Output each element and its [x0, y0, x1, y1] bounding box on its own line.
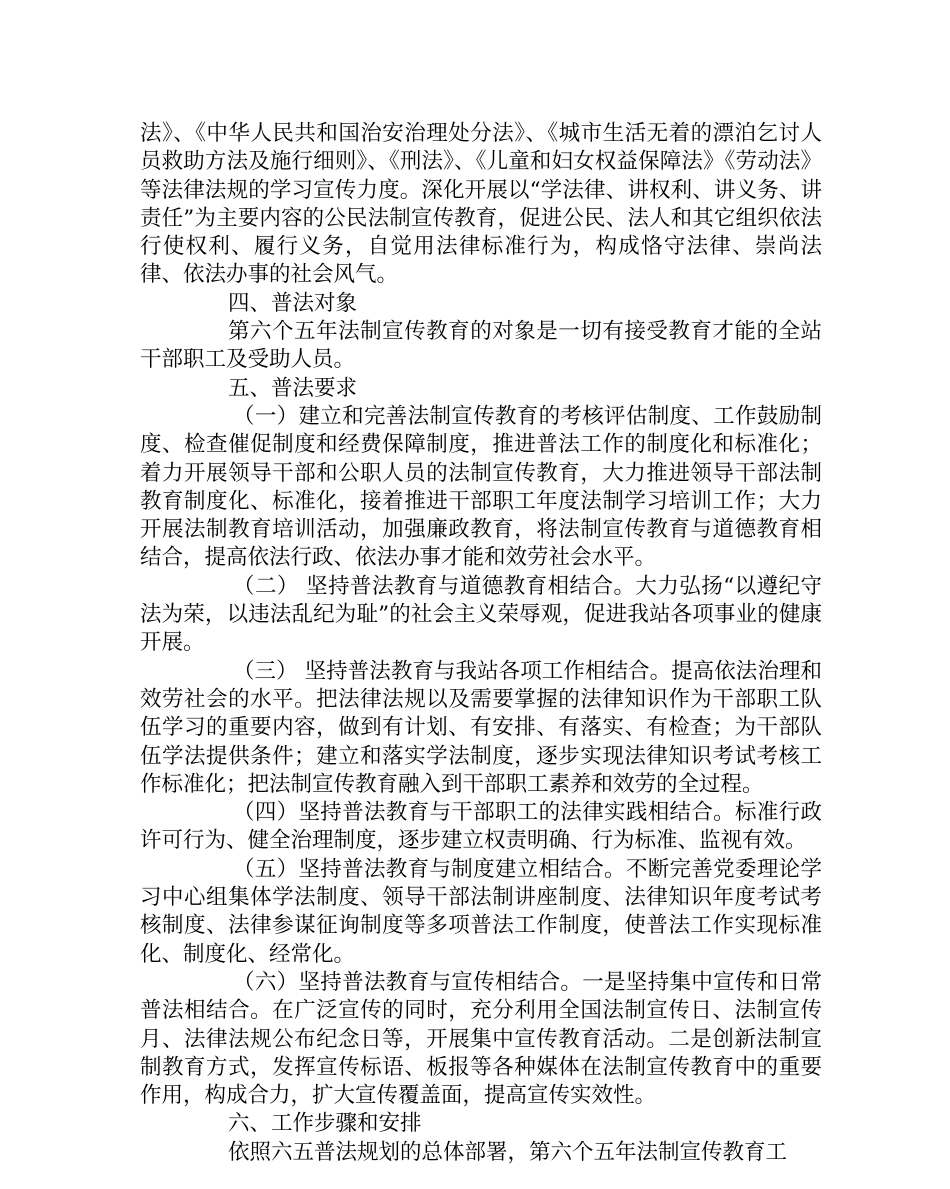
list-item-3: （三） 坚持普法教育与我站各项工作相结合。提高依法治理和效劳社会的水平。把法律法规以及需要掌握的法律知识作为干部职工队伍学习的重要内容，做到有计划、有安排、有落实、有检查；为干部队伍学法提供条件；建立和落实学法制度，逐步实现法律知识考试考核工作标准化；把法制宣传教育融入到干部职工素养和效劳的全过程。: [140, 658, 822, 797]
list-item-4: （四）坚持普法教育与干部职工的法律实践相结合。标准行政许可行为、健全治理制度，逐步建立权责明确、行为标准、监视有效。: [140, 800, 822, 854]
section-heading-4: 四、普法对象: [228, 290, 358, 316]
document-page: [140, 120, 822, 1167]
body-paragraph: 第六个五年法制宣传教育的对象是一切有接受教育才能的全站干部职工及受助人员。: [140, 319, 822, 373]
section-heading-6: 六、工作步骤和安排: [228, 1111, 422, 1137]
list-item-1: （一）建立和完善法制宣传教育的考核评估制度、工作鼓励制度、检查催促制度和经费保障制度，推进普法工作的制度化和标准化；着力开展领导干部和公职人员的法制宣传教育，大力推进领导干部法制教育制度化、标准化，接着推进干部职工年度法制学习培训工作；大力开展法制教育培训活动，加强廉政教育，将法制宣传教育与道德教育相结合，提高依法行政、依法办事才能和效劳社会水平。: [140, 403, 822, 571]
body-paragraph-continued: 法》、《中华人民共和国治安治理处分法》、《城市生活无着的漂泊乞讨人员救助方法及施行细则》、《刑法》、《儿童和妇女权益保障法》《劳动法》等法律法规的学习宣传力度。深化开展以“学法律、讲权利、讲义务、讲责任”为主要内容的公民法制宣传教育，促进公民、法人和其它组织依法行使权利、履行义务，自觉用法律标准行为，构成恪守法律、崇尚法律、依法办事的社会风气。: [140, 121, 822, 288]
body-paragraph-trailing: 依照六五普法规划的总体部署，第六个五年法制宣传教育工: [228, 1139, 788, 1165]
list-item-6: （六）坚持普法教育与宣传相结合。一是坚持集中宣传和日常普法相结合。在广泛宣传的同时，充分利用全国法制宣传日、法制宣传月、法律法规公布纪念日等，开展集中宣传教育活动。二是创新法制宣制教育方式，发挥宣传标语、板报等各种媒体在法制宣传教育中的重要作用，构成合力，扩大宣传覆盖面，提高宣传实效性。: [140, 969, 822, 1109]
list-item-5: （五）坚持普法教育与制度建立相结合。不断完善党委理论学习中心组集体学法制度、领导干部法制讲座制度、法律知识年度考试考核制度、法律参谋征询制度等多项普法工作制度，使普法工作实现标准化、制度化、经常化。: [140, 856, 822, 967]
list-item-2: （二） 坚持普法教育与道德教育相结合。大力弘扬“以遵纪守法为荣，以违法乱纪为耻”的社会主义荣辱观，促进我站各项事业的健康开展。: [140, 573, 822, 656]
section-heading-5: 五、普法要求: [228, 375, 358, 401]
